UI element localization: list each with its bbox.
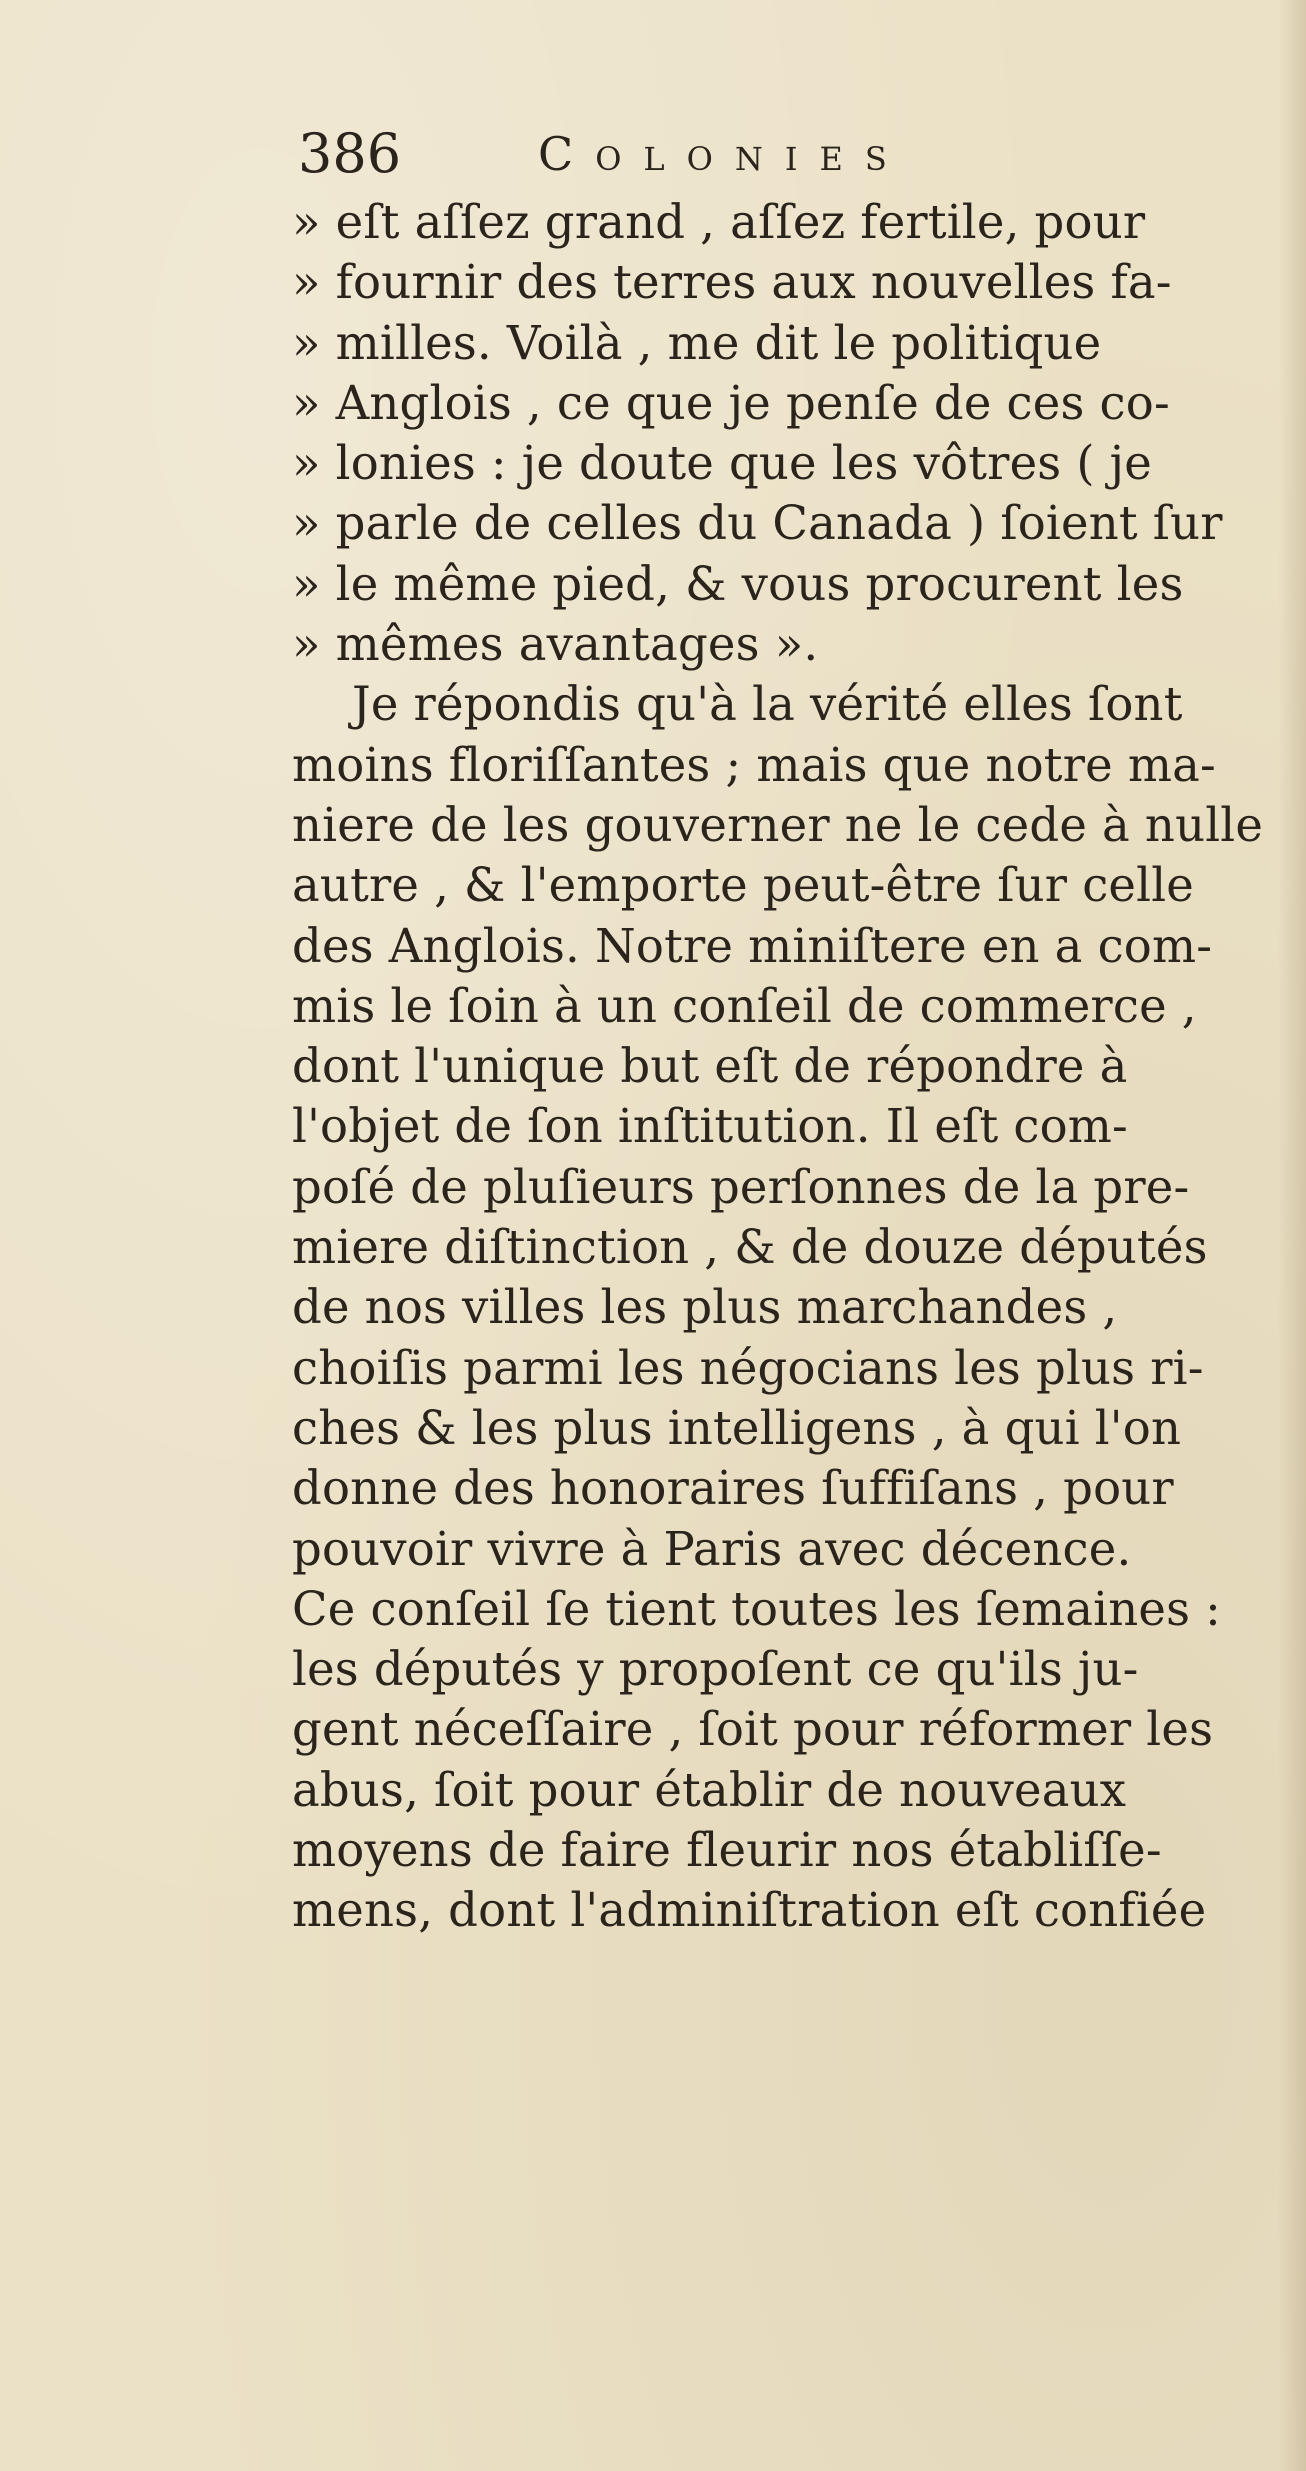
text-line: » milles. Voilà , me dit le politique bbox=[292, 315, 1102, 370]
text-line: moyens de faire fleurir nos établiſſe- bbox=[292, 1823, 1162, 1878]
text-line: » le même pied, & vous procurent les bbox=[292, 556, 1184, 611]
text-line: donne des honoraires ſuffiſans , pour bbox=[292, 1461, 1174, 1516]
text-line: Ce conſeil ſe tient toutes les ſemaines : bbox=[292, 1581, 1222, 1636]
paragraph-start-line: Je répondis qu'à la vérité elles ſont bbox=[352, 677, 1183, 732]
text-line: des Anglois. Notre miniſtere en a com- bbox=[292, 918, 1213, 973]
text-line: mens, dont l'adminiſtration eſt confiée bbox=[292, 1883, 1207, 1938]
running-head: Colonies bbox=[538, 127, 909, 181]
text-line: l'objet de ſon inſtitution. Il eſt com- bbox=[292, 1099, 1128, 1154]
text-line: dont l'unique but eſt de répondre à bbox=[292, 1039, 1128, 1094]
text-line: autre , & l'emporte peut-être ſur celle bbox=[292, 858, 1195, 913]
text-line: » lonies : je doute que les vôtres ( je bbox=[292, 436, 1152, 491]
text-line: miere diſtinction , & de douze députés bbox=[292, 1220, 1208, 1275]
text-line: niere de les gouverner ne le cede à nulle bbox=[292, 797, 1264, 852]
text-line: » mêmes avantages ». bbox=[292, 617, 819, 672]
text-line: » eſt aſſez grand , aſſez fertile, pour bbox=[292, 195, 1146, 249]
text-line: » parle de celles du Canada ) ſoient ſur bbox=[292, 496, 1223, 551]
text-line: les députés y propoſent ce qu'ils ju- bbox=[292, 1642, 1139, 1697]
text-line: abus, ſoit pour établir de nouveaux bbox=[292, 1762, 1127, 1817]
text-line: pouvoir vivre à Paris avec décence. bbox=[292, 1521, 1132, 1576]
page-number: 386 bbox=[298, 122, 402, 185]
body-text bbox=[292, 192, 1292, 1941]
text-line: poſé de pluſieurs perſonnes de la pre- bbox=[292, 1159, 1190, 1214]
text-line: » fournir des terres aux nouvelles fa- bbox=[292, 255, 1172, 310]
text-line: moins floriſſantes ; mais que notre ma- bbox=[292, 737, 1216, 792]
text-line: mis le ſoin à un conſeil de commerce , bbox=[292, 978, 1197, 1033]
text-line: ches & les plus intelligens , à qui l'on bbox=[292, 1400, 1182, 1455]
text-line: de nos villes les plus marchandes , bbox=[292, 1280, 1118, 1335]
text-line: gent néceſſaire , ſoit pour réformer les bbox=[292, 1702, 1214, 1757]
page-header bbox=[298, 118, 1198, 190]
text-line: choiſis parmi les négocians les plus ri- bbox=[292, 1340, 1204, 1395]
text-line: » Anglois , ce que je penſe de ces co- bbox=[292, 375, 1170, 430]
